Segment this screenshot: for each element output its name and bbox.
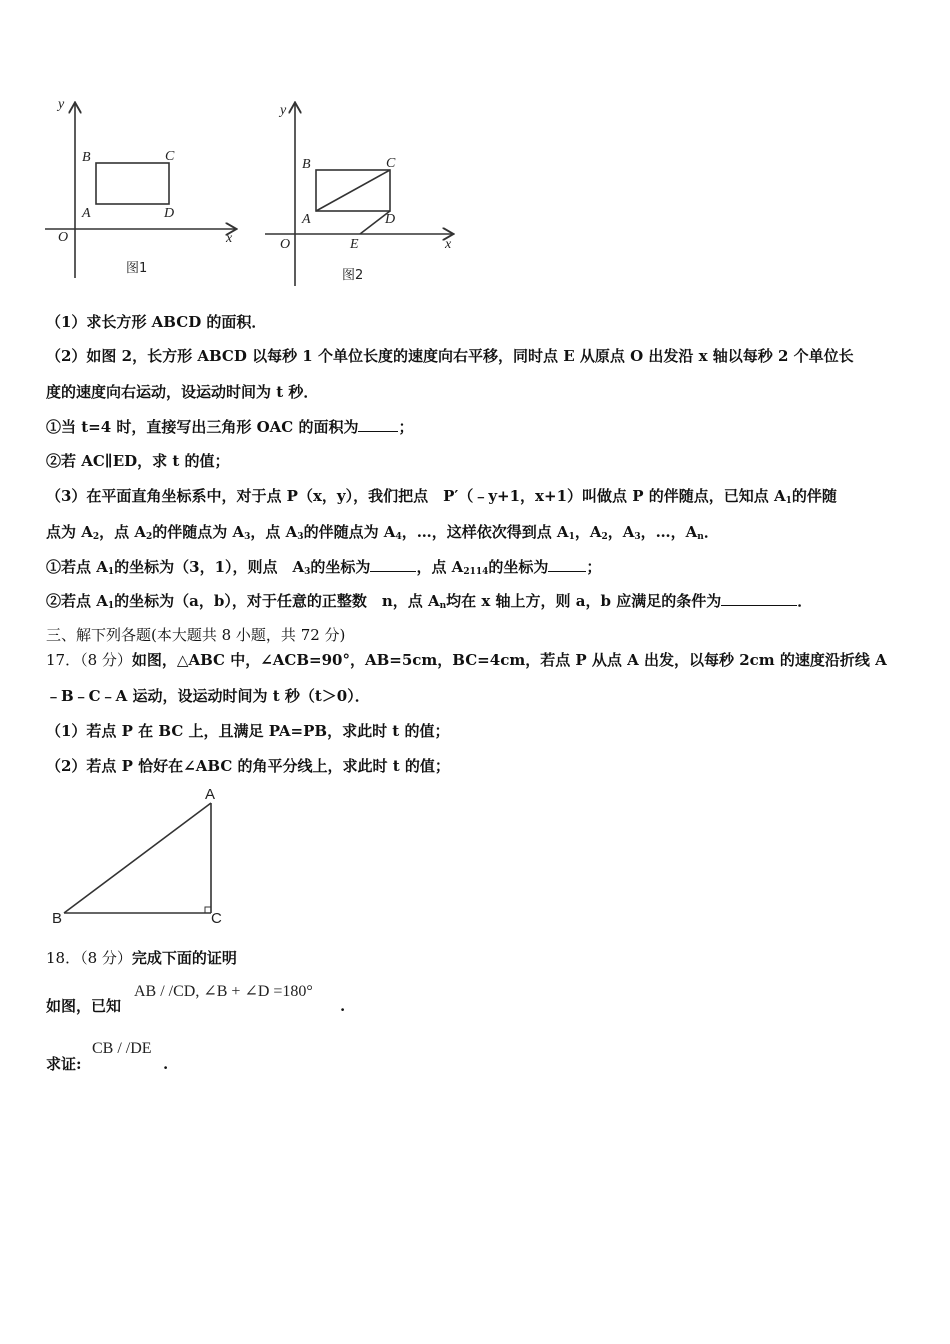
subscript: 3	[297, 532, 304, 542]
text: 均在 x 轴上方，则 a，b 应满足的条件为	[446, 592, 722, 610]
y-axis-label: y	[280, 103, 287, 118]
text: ，…，这样依次得到点 A	[401, 523, 569, 541]
subscript: 1	[785, 496, 792, 506]
subscript: 2	[146, 532, 153, 542]
q16-part1: （1）求长方形 ABCD 的面积．	[46, 313, 267, 331]
text: ①若点 A	[46, 558, 108, 576]
text: ，…，A	[640, 523, 698, 541]
text: 点为 A	[46, 523, 93, 541]
x-axis-label: x	[445, 237, 452, 252]
q16-part2-sub1-text: ①当 t=4 时，直接写出三角形 OAC 的面积为	[46, 418, 359, 436]
point-d-label: D	[164, 206, 175, 221]
text: 的伴随点为 A	[303, 523, 396, 541]
q16-part3-text: （3）在平面直角坐标系中，对于点 P（x，y），我们把点 P′（﹣y+1，x+1）叫做点 P 的伴随点，已知点 A	[46, 487, 786, 505]
q17-text: 如图，△ABC 中，∠ACB=90°，AB=5cm，BC=4cm，若点 P 从点 A 出发，以每秒 2cm 的速度沿折线 A	[131, 651, 887, 669]
text: 的坐标为	[488, 558, 549, 576]
triangle-figure	[44, 782, 234, 932]
q17-part2: （2）若点 P 恰好在∠ABC 的角平分线上，求此时 t 的值；	[46, 757, 450, 775]
subscript: 4	[395, 532, 402, 542]
text: 的坐标为	[310, 558, 371, 576]
point-a-label: A	[82, 206, 91, 221]
text: ，A	[574, 523, 602, 541]
text: ②若点 A	[46, 592, 108, 610]
point-b-label: B	[302, 157, 311, 172]
q17-line2: ﹣B﹣C﹣A 运动，设运动时间为 t 秒（t＞0）．	[46, 687, 370, 705]
text: 的伴随点为 A	[152, 523, 245, 541]
subscript: n	[697, 532, 704, 542]
origin-label: O	[58, 230, 69, 245]
figure-1-caption: 图1	[126, 261, 148, 276]
rectangle-abcd	[96, 163, 169, 204]
origin-label: O	[280, 237, 291, 252]
q17-part1: （1）若点 P 在 BC 上，且满足 PA=PB，求此时 t 的值；	[46, 722, 450, 740]
subscript: n	[439, 601, 447, 611]
answer-blank	[721, 591, 797, 606]
subscript: 1	[107, 601, 115, 611]
point-b-label: B	[82, 150, 91, 165]
text: ．	[703, 523, 719, 541]
section-heading: 三、解下列各题(本大题共 8 小题，共 72 分)	[46, 626, 346, 644]
q16-part2-line1: （2）如图 2，长方形 ABCD 以每秒 1 个单位长度的速度向右平移，同时点 E 从原点 O 出发沿 x 轴以每秒 2 个单位长	[46, 347, 854, 365]
point-d-label: D	[385, 212, 396, 227]
subscript: 3	[634, 532, 641, 542]
point-c-label: C	[165, 149, 175, 164]
q18-prove-formula: CB / /DE	[92, 1040, 152, 1057]
text: ，点 A	[250, 523, 298, 541]
q16-part2-line2: 度的速度向右运动，设运动时间为 t 秒．	[46, 383, 319, 401]
q16-part3-line2	[46, 522, 719, 547]
subscript: 2	[601, 532, 608, 542]
q18-given-label: 如图，已知	[46, 997, 122, 1015]
x-axis-label: x	[226, 231, 233, 246]
vertex-b-label: B	[52, 910, 63, 927]
q16-part2-sub1-end: ；	[398, 418, 414, 436]
text: 的坐标为（3，1），则点 A	[114, 558, 305, 576]
q18-number: 18．（8 分）	[46, 949, 132, 967]
subscript: 3	[244, 532, 251, 542]
side-ab	[64, 803, 211, 913]
point-a-label: A	[302, 212, 311, 227]
figure-1	[40, 92, 250, 292]
text: ，A	[607, 523, 635, 541]
subscript: 3	[304, 567, 311, 577]
q17-number: 17．（8 分）	[46, 651, 132, 669]
answer-blank	[548, 557, 586, 572]
text: ，点 A	[99, 523, 147, 541]
q16-part3-sub2	[46, 591, 812, 616]
vertex-c-label: C	[211, 910, 222, 927]
q18-title: 完成下面的证明	[131, 949, 237, 967]
text: ．	[797, 592, 813, 610]
q18-prove-label: 求证:	[46, 1055, 82, 1073]
figure-2	[258, 96, 463, 292]
q16-part2-sub1	[46, 417, 413, 437]
q16-part3-sub1	[46, 557, 601, 582]
subscript: 2114	[463, 567, 489, 577]
vertex-a-label: A	[205, 786, 216, 803]
point-c-label: C	[386, 156, 396, 171]
answer-blank	[370, 557, 416, 572]
q16-part2-sub2: ②若 AC∥ED，求 t 的值；	[46, 452, 230, 470]
text: ，点 A	[416, 558, 464, 576]
q17-line1	[46, 650, 887, 670]
q18-prove-end: .	[163, 1055, 169, 1073]
figure-2-caption: 图2	[342, 268, 364, 283]
subscript: 1	[107, 567, 115, 577]
y-axis-label: y	[58, 97, 65, 112]
q16-part3-line1	[46, 486, 837, 511]
q16-part3-text-end: 的伴随	[791, 487, 837, 505]
text: ；	[586, 558, 602, 576]
q18-given-formula: AB / /CD, ∠B + ∠D =180°	[134, 983, 313, 1000]
point-e-label: E	[350, 237, 359, 252]
text: 的坐标为（a，b），对于任意的正整数 n，点 A	[114, 592, 440, 610]
subscript: 1	[568, 532, 575, 542]
subscript: 2	[92, 532, 100, 542]
answer-blank	[358, 417, 398, 432]
q18-heading	[46, 948, 237, 968]
q18-given-end: .	[340, 997, 346, 1015]
segment-ac	[316, 170, 390, 211]
